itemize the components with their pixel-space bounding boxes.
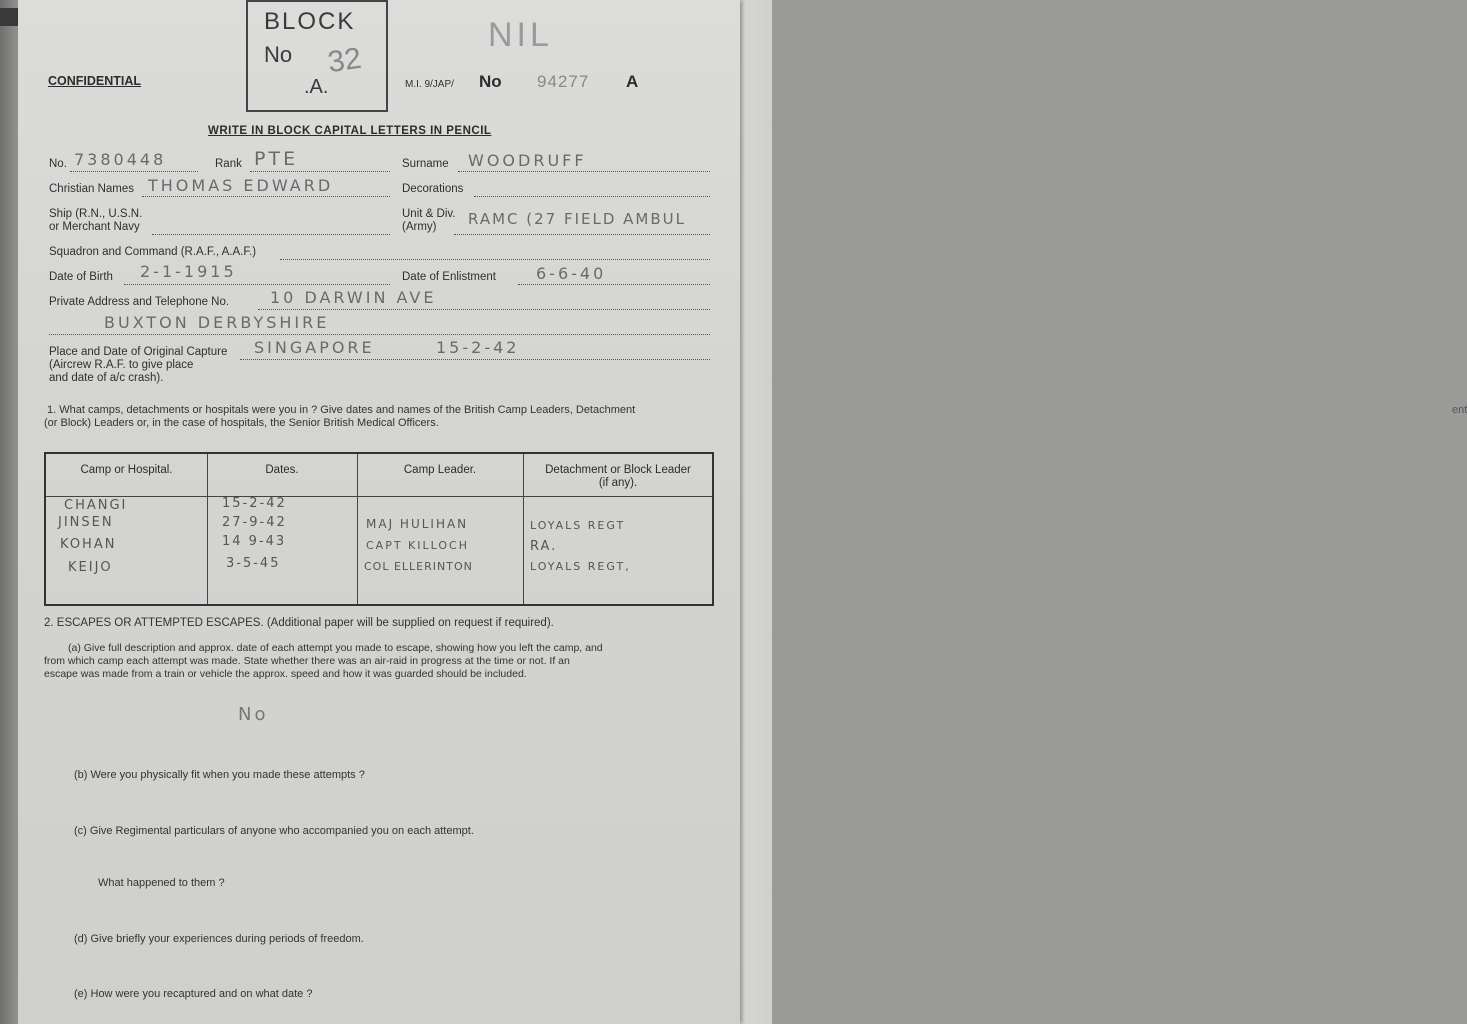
squadron-label: Squadron and Command (R.A.F., A.A.F.) [49,246,257,258]
question-1-line1: 1. What camps, detachments or hospitals were you in ? Give dates and names of the British Camp Leaders, Detachment [47,404,636,416]
question-2-title: 2. ESCAPES OR ATTEMPTED ESCAPES. (Additional paper will be supplied on request if required). [44,617,554,629]
capture-label-2: (Aircrew R.A.F. to give place [49,359,194,371]
table-row-3-camp-leader: CAPT KILLOCH [366,539,469,552]
decorations-label: Decorations [402,183,464,195]
instruction-heading: WRITE IN BLOCK CAPITAL LETTERS IN PENCIL [208,125,492,137]
table-row-3-dates: 14 9-43 [222,534,287,549]
enlistment-label: Date of Enlistment [402,271,496,283]
dob-value: 2-1-1915 [140,262,237,281]
service-no-label: No. [49,158,67,170]
block-stamp [246,0,388,112]
table-header-camp: Camp or Hospital. [80,464,173,476]
question-2a-line2: from which camp each attempt was made. State whether there was an air-raid in progress at the time or not. If an [44,655,570,667]
unit-value: RAMC (27 FIELD AMBUL [468,210,687,228]
christian-names-value: THOMAS EDWARD [148,176,334,195]
table-header-dates: Dates. [265,464,299,476]
handwritten-nil: NIL [488,16,553,54]
table-header-detachment-leader: Detachment or Block Leader (if any). [545,464,691,489]
address-value-line1: 10 DARWIN AVE [270,288,437,307]
table-row-2-camp-leader: MAJ HULIHAN [366,517,469,531]
camps-table [44,452,714,606]
table-row-1-camp: CHANGI [64,498,128,513]
unit-label-2: (Army) [402,221,437,233]
table-row-3-camp: KOHAN [60,537,117,552]
question-2c-followup: What happened to them ? [98,877,225,889]
table-row-2-dates: 27-9-42 [222,515,287,530]
question-2a-line3: escape was made from a train or vehicle the approx. speed and how it was guarded should be included. [44,668,527,680]
rank-value: PTE [254,148,299,170]
capture-date-value: 15-2-42 [436,338,520,357]
question-2a-answer: No [238,704,269,725]
table-header-camp-leader: Camp Leader. [403,464,477,476]
table-row-4-dates: 3-5-45 [226,556,281,571]
background-sheet-text: ent [1452,404,1467,416]
enlistment-value: 6-6-40 [536,264,607,283]
question-2b: (b) Were you physically fit when you made these attempts ? [74,769,365,781]
address-value-line2: BUXTON DERBYSHIRE [104,313,330,332]
capture-label: Place and Date of Original Capture [49,346,228,358]
form-number-label: No [479,72,502,91]
service-no-value: 7380448 [74,150,167,169]
table-row-4-detachment-leader: LOYALS REGT, [530,560,631,573]
table-row-1-dates: 15-2-42 [222,496,287,511]
stamp-handwritten-number: 32 [325,41,364,80]
capture-place-value: SINGAPORE [254,338,375,357]
form-number: 94277 [537,72,590,91]
question-1-line2: (or Block) Leaders or, in the case of hospitals, the Senior British Medical Officers. [44,417,439,429]
table-row-2-detachment-leader: LOYALS REGT [530,519,626,532]
question-2c: (c) Give Regimental particulars of anyone who accompanied you on each attempt. [74,825,474,837]
confidential-label: CONFIDENTIAL [48,74,142,88]
capture-label-3: and date of a/c crash). [49,372,164,384]
question-2d: (d) Give briefly your experiences during periods of freedom. [74,933,364,945]
rank-label: Rank [215,158,242,170]
stamp-letter: .A. [304,76,329,98]
form-sheet [18,0,740,1024]
table-row-4-camp: KEIJO [68,560,113,575]
surname-label: Surname [402,158,449,170]
form-reference: M.I. 9/JAP/ [405,79,454,90]
stamp-no-text: No [264,42,293,67]
dob-label: Date of Birth [49,271,113,283]
stamp-block-text: BLOCK [264,8,356,35]
christian-names-label: Christian Names [49,183,134,195]
ship-label-2: or Merchant Navy [49,221,140,233]
unit-label: Unit & Div. [402,208,456,220]
address-label: Private Address and Telephone No. [49,296,230,308]
question-2e: (e) How were you recaptured and on what date ? [74,988,313,1000]
table-row-3-detachment-leader: RA. [530,539,558,554]
question-2a-line1: (a) Give full description and approx. date of each attempt you made to escape, showing how you left the camp, and [68,642,603,654]
form-suffix: A [626,72,639,91]
table-row-4-camp-leader: COL ELLERINTON [364,560,473,573]
surname-value: WOODRUFF [468,151,587,170]
table-row-2-camp: JINSEN [58,515,114,530]
ship-label: Ship (R.N., U.S.N. [49,208,143,220]
